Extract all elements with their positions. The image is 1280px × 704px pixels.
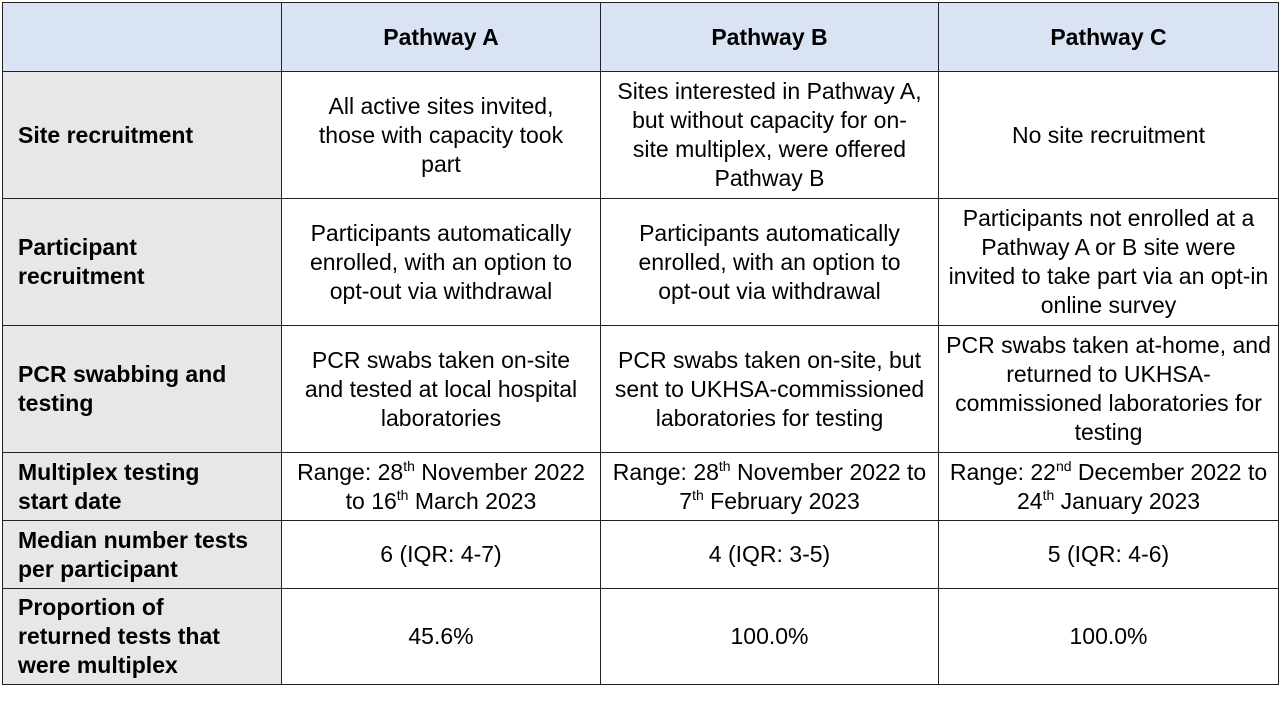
header-pathway-a: Pathway A [282,3,601,72]
table-row [3,72,1279,199]
row-label-median-tests: Median number tests per participant [3,521,282,589]
header-pathway-c: Pathway C [939,3,1279,72]
cell-multiplex-start-date-b: Range: 28th November 2022 to 7th February 2023 [601,453,939,521]
row-label-site-recruitment: Site recruitment [3,72,282,199]
row-label-multiplex-start-date: Multiplex testing start date [3,453,282,521]
cell-multiplex-start-date-a: Range: 28th November 2022 to 16th March 2023 [282,453,601,521]
cell-site-recruitment-c: No site recruitment [939,72,1279,199]
row-label-pcr-swabbing: PCR swabbing and testing [3,326,282,453]
row-label-participant-recruitment: Participant recruitment [3,199,282,326]
table-row [3,589,1279,685]
table-row [3,521,1279,589]
cell-pcr-swabbing-a: PCR swabs taken on-site and tested at local hospital laboratories [282,326,601,453]
cell-participant-recruitment-b: Participants automatically enrolled, with an option to opt-out via withdrawal [601,199,939,326]
cell-median-tests-a: 6 (IQR: 4-7) [282,521,601,589]
cell-proportion-multiplex-c: 100.0% [939,589,1279,685]
cell-multiplex-start-date-c: Range: 22nd December 2022 to 24th January 2023 [939,453,1279,521]
cell-median-tests-b: 4 (IQR: 3-5) [601,521,939,589]
cell-pcr-swabbing-b: PCR swabs taken on-site, but sent to UKHSA-commissioned laboratories for testing [601,326,939,453]
cell-site-recruitment-b: Sites interested in Pathway A, but without capacity for on-site multiplex, were offered Pathway B [601,72,939,199]
cell-pcr-swabbing-c: PCR swabs taken at-home, and returned to UKHSA-commissioned laboratories for testing [939,326,1279,453]
cell-participant-recruitment-a: Participants automatically enrolled, with an option to opt-out via withdrawal [282,199,601,326]
pathway-comparison-table [2,2,1279,685]
row-label-proportion-multiplex: Proportion of returned tests that were multiplex [3,589,282,685]
header-pathway-b: Pathway B [601,3,939,72]
cell-proportion-multiplex-a: 45.6% [282,589,601,685]
cell-participant-recruitment-c: Participants not enrolled at a Pathway A or B site were invited to take part via an opt-in online survey [939,199,1279,326]
table-row [3,453,1279,521]
header-row [3,3,1279,72]
cell-median-tests-c: 5 (IQR: 4-6) [939,521,1279,589]
cell-proportion-multiplex-b: 100.0% [601,589,939,685]
table-row [3,326,1279,453]
corner-header [3,3,282,72]
cell-site-recruitment-a: All active sites invited, those with capacity took part [282,72,601,199]
table-row [3,199,1279,326]
